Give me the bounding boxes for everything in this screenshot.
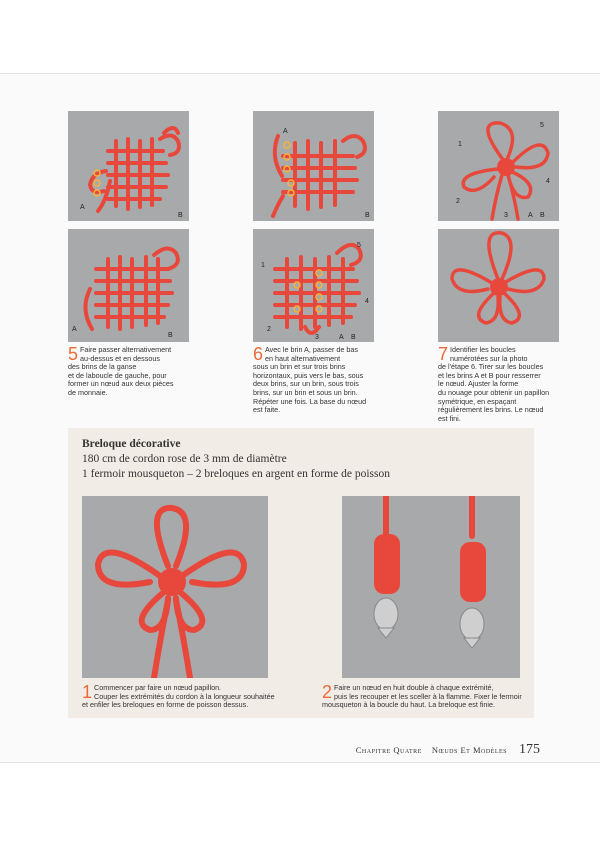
breloque-photo-1: [82, 496, 268, 678]
photo-label: 4: [365, 298, 369, 305]
step-text: Faire un nœud en huit double à chaque extrémité, puis les recouper et les sceller à la flamme. Fixer le fermoir mousqueton à la boucle du haut. La breloque est finie.: [322, 683, 522, 710]
step-number: 7: [438, 344, 449, 364]
step-text: Avec le brin A, passer de bas en haut alternativement sous un brin et sur trois brins horizontaux, puis vers le bas, sous deux brins, sur un brin, sous trois brins, sur un brin et sous un brin. Répéter une fois. La base du nœud est faite.: [253, 345, 367, 415]
photo-label: A: [80, 204, 85, 211]
step-7-photo-b: [438, 229, 559, 342]
photo-label: A: [72, 326, 77, 333]
step-number: 6: [253, 344, 264, 364]
knot-illustration: [438, 111, 559, 221]
photo-label: B: [540, 212, 545, 219]
step-number: 2: [322, 682, 333, 702]
photo-label: A: [339, 334, 344, 341]
photo-label: 1: [261, 262, 265, 269]
photo-label: B: [365, 212, 370, 219]
photo-label: 5: [540, 122, 544, 129]
material-line: 180 cm de cordon rose de 3 mm de diamètre: [82, 453, 287, 465]
step-number: 5: [68, 344, 79, 364]
step-5-photo-b: [68, 229, 189, 342]
knot-illustration: [438, 229, 559, 342]
fish-charms-illustration: [342, 496, 520, 678]
page-footer: [356, 740, 540, 758]
step-text: Faire passer alternativement au-dessus et en dessous des brins de la ganse et de laboucle de gauche, pour former un nœud aux deux pièces de monnaie.: [68, 345, 174, 397]
step-number: 1: [82, 682, 93, 702]
photo-label: 2: [267, 326, 271, 333]
section-label: Nœuds Et Modèles: [431, 745, 507, 755]
project-title: Breloque décorative: [82, 438, 181, 450]
step-text: Commencer par faire un nœud papillon. Couper les extrémités du cordon à la longueur souhaitée et enfiler les breloques en forme de poisson dessus.: [82, 683, 275, 710]
project-step-1: [82, 684, 302, 710]
knot-illustration: [253, 229, 374, 342]
photo-label: A: [528, 212, 533, 219]
photo-label: 3: [315, 334, 319, 341]
photo-label: 3: [504, 212, 508, 219]
step-7-photo-a: [438, 111, 559, 221]
photo-label: 2: [456, 198, 460, 205]
photo-label: 1: [458, 141, 462, 148]
material-line: 1 fermoir mousqueton – 2 breloques en argent en forme de poisson: [82, 468, 390, 480]
photo-label: 4: [546, 178, 550, 185]
photo-label: B: [178, 212, 183, 219]
photo-label: B: [168, 332, 173, 339]
page-number: 175: [519, 742, 540, 757]
photo-label: B: [351, 334, 356, 341]
step-7-caption: [438, 346, 568, 423]
step-text: Identifier les boucles numérotées sur la photo de l'étape 6. Tirer sur les boucles et les brins A et B pour resserrer le nœud. Ajuster la forme du nouage pour obtenir un papillon symétrique, en espaçant régulièrement les brins. Le nœud est fini.: [438, 345, 550, 423]
photo-label: A: [283, 128, 288, 135]
knot-illustration: [253, 111, 374, 221]
step-6-photo-b: [253, 229, 374, 342]
butterfly-knot-illustration: [82, 496, 268, 678]
step-5-photo-a: [68, 111, 189, 221]
knot-illustration: [68, 229, 189, 342]
photo-label: 5: [357, 242, 361, 249]
step-6-caption: [253, 346, 383, 415]
step-5-caption: [68, 346, 198, 398]
project-step-2: [322, 684, 532, 710]
chapter-label: Chapitre Quatre: [355, 745, 422, 755]
knot-illustration: [68, 111, 189, 221]
breloque-photo-2: [342, 496, 520, 678]
step-6-photo-a: [253, 111, 374, 221]
